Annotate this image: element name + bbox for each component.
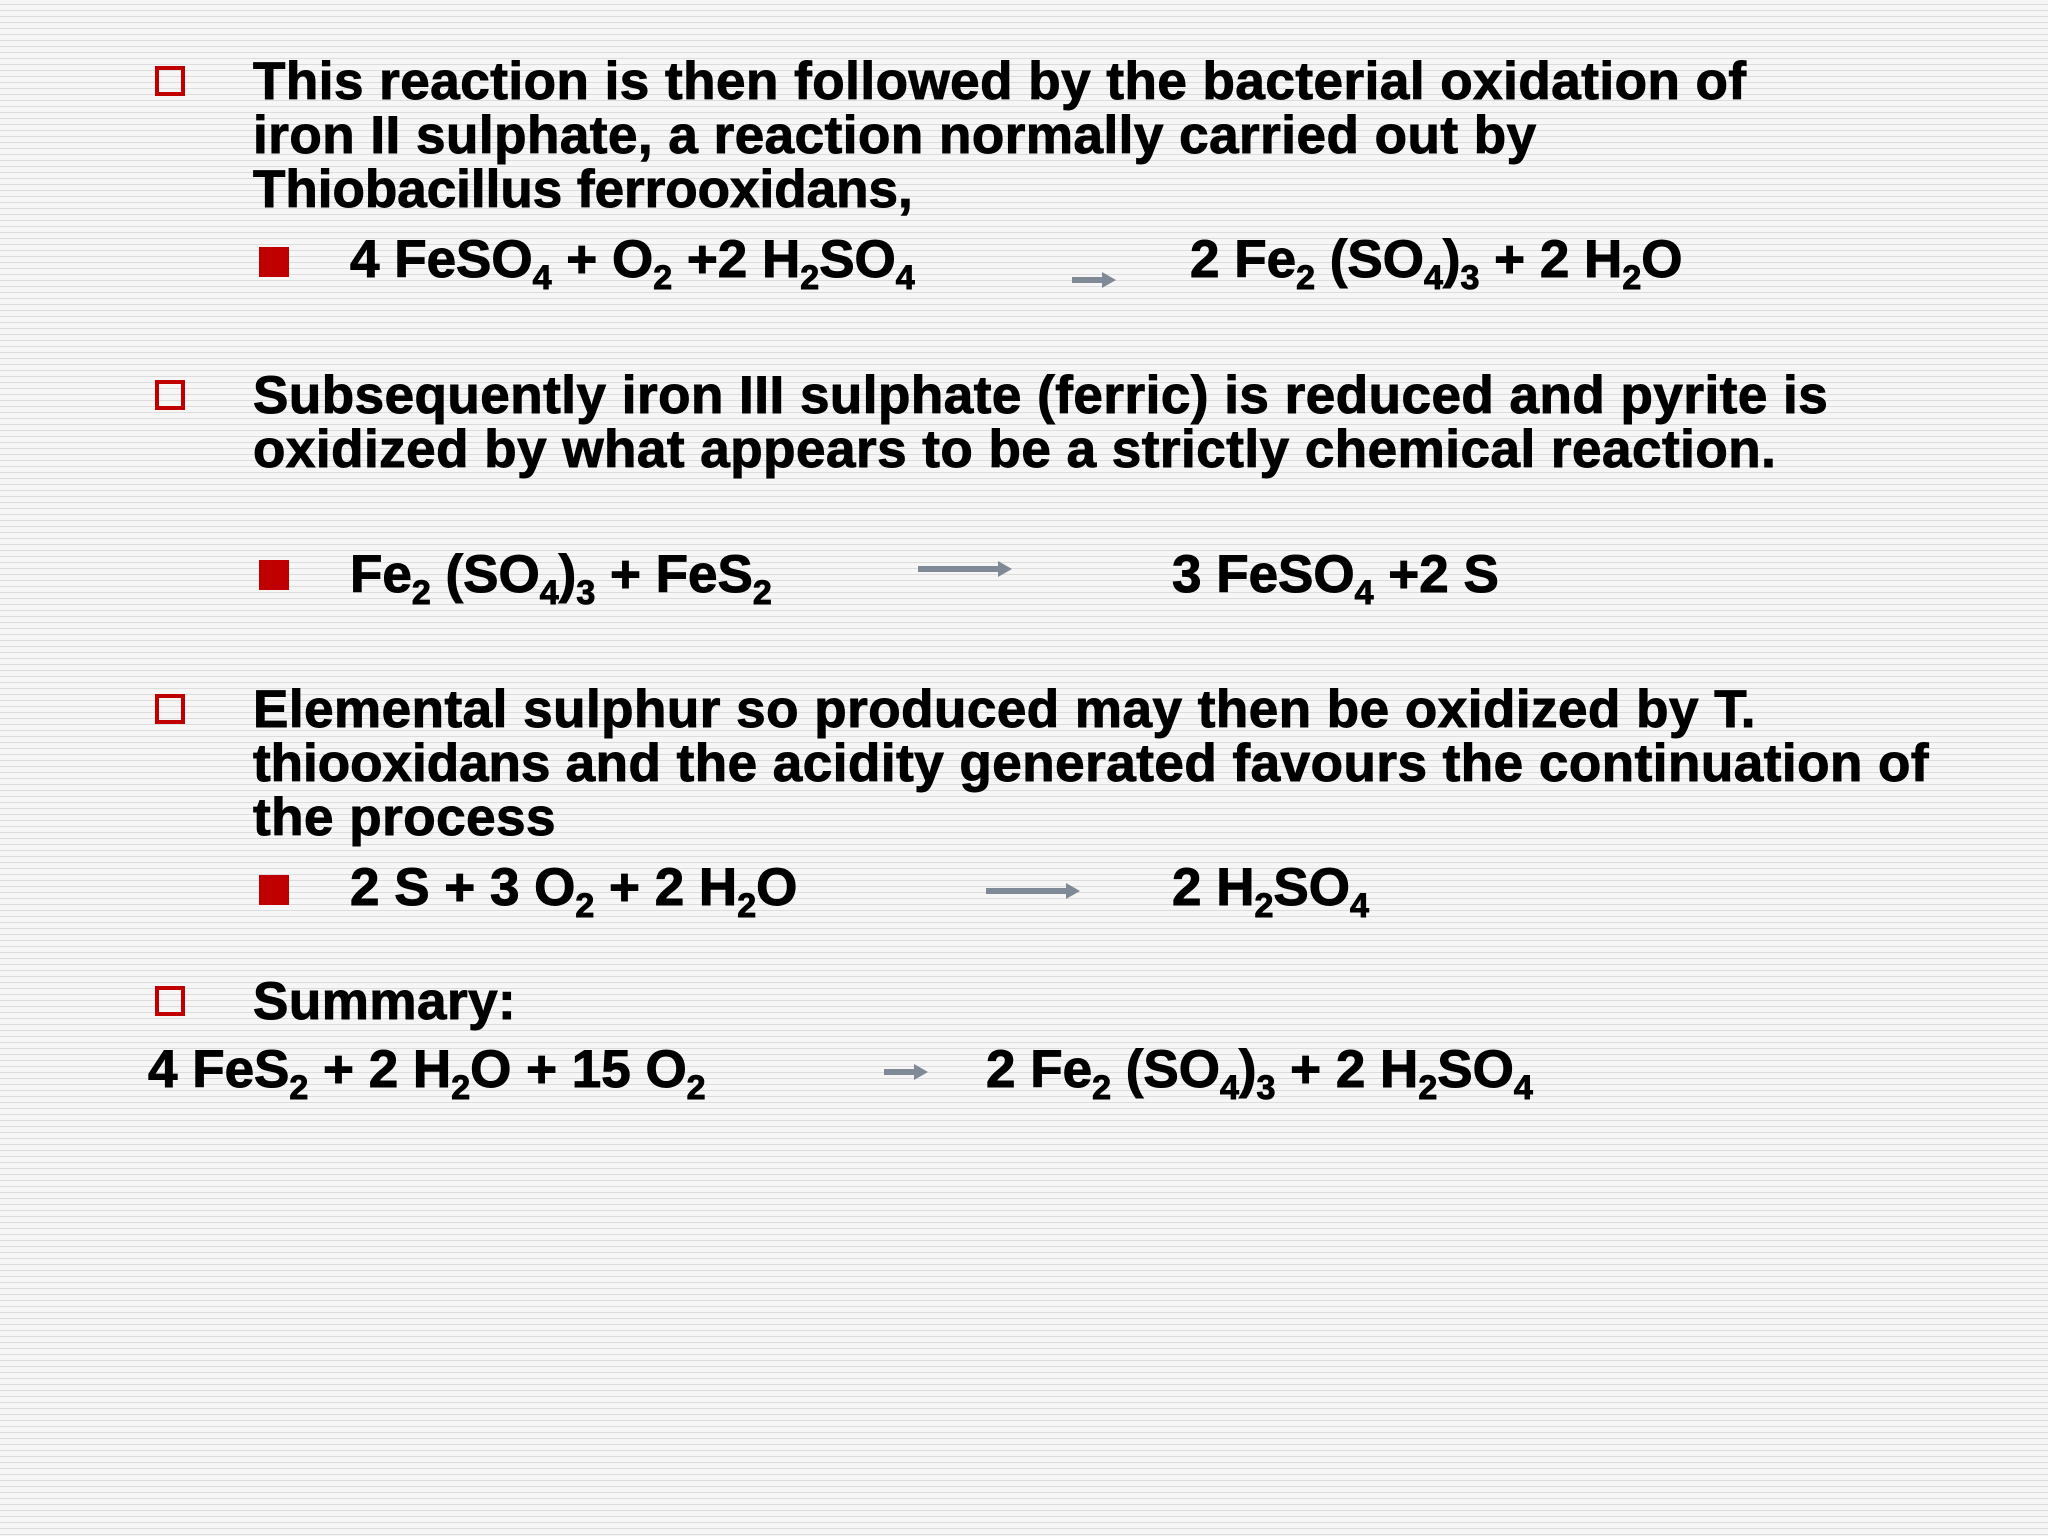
subscript: 3 bbox=[1460, 259, 1480, 297]
subscript: 4 bbox=[539, 574, 559, 612]
solid-square-bullet-icon bbox=[259, 875, 289, 905]
subscript: 4 bbox=[1219, 1069, 1239, 1107]
paragraph-text: Elemental sulphur so produced may then be oxidized by bbox=[253, 680, 1715, 739]
reaction-arrow-icon bbox=[918, 561, 1012, 569]
solid-square-bullet-icon bbox=[259, 247, 289, 277]
formula-text: + 2 H bbox=[1479, 230, 1623, 289]
subscript: 2 bbox=[289, 1069, 309, 1107]
hollow-square-bullet-icon bbox=[155, 986, 185, 1016]
paragraph-sulphur-oxidation bbox=[253, 680, 2013, 847]
formula-text: + 2 H bbox=[308, 1040, 452, 1099]
paragraph-text: Subsequently iron III sulphate (ferric) is reduced and pyrite is oxidized by what appears to be a strictly chemical reaction. bbox=[253, 366, 1829, 479]
subscript: 4 bbox=[532, 259, 552, 297]
formula-text: + 2 H bbox=[594, 858, 738, 917]
subscript: 2 bbox=[653, 259, 673, 297]
formula-text: O bbox=[1641, 230, 1683, 289]
formula-text: SO bbox=[1437, 1040, 1514, 1099]
subscript: 4 bbox=[1354, 574, 1374, 612]
hollow-square-bullet-icon bbox=[155, 380, 185, 410]
solid-square-bullet-icon bbox=[259, 560, 289, 590]
equation-right-1 bbox=[1190, 230, 1683, 297]
formula-text: (SO bbox=[1110, 1040, 1220, 1099]
formula-text: Fe bbox=[350, 545, 412, 604]
subscript: 4 bbox=[1423, 259, 1443, 297]
organism-name: T. thiooxidans bbox=[253, 680, 1756, 793]
paragraph-text: and the acidity generated favours the continuation of the process bbox=[253, 734, 1930, 847]
summary-label-text: Summary: bbox=[253, 972, 517, 1031]
subscript: 2 bbox=[575, 887, 595, 925]
summary-equation-right bbox=[986, 1040, 1533, 1107]
subscript: 2 bbox=[411, 574, 431, 612]
formula-text: 2 Fe bbox=[1190, 230, 1297, 289]
reaction-arrow-icon bbox=[1072, 272, 1116, 280]
formula-text: +2 H bbox=[672, 230, 801, 289]
organism-name: Thiobacillus ferrooxidans bbox=[253, 160, 898, 219]
subscript: 2 bbox=[1622, 259, 1642, 297]
subscript: 2 bbox=[800, 259, 820, 297]
equation-right-3 bbox=[1172, 858, 1369, 925]
subscript: 2 bbox=[1296, 259, 1315, 297]
formula-text: 3 FeSO bbox=[1172, 545, 1355, 604]
formula-text: (SO bbox=[1314, 230, 1424, 289]
equation-left-1 bbox=[350, 230, 915, 297]
formula-text: 2 S + 3 O bbox=[350, 858, 576, 917]
formula-text: + O bbox=[551, 230, 654, 289]
formula-text: ) bbox=[1442, 230, 1461, 289]
hollow-square-bullet-icon bbox=[155, 694, 185, 724]
paragraph-bacterial-oxidation bbox=[253, 52, 1813, 219]
subscript: 3 bbox=[576, 574, 596, 612]
formula-text: + 2 H bbox=[1275, 1040, 1419, 1099]
paragraph-chemical-reaction bbox=[253, 366, 2013, 479]
subscript: 4 bbox=[1349, 887, 1369, 925]
formula-text: +2 S bbox=[1373, 545, 1499, 604]
subscript: 2 bbox=[752, 574, 772, 612]
subscript: 4 bbox=[1513, 1069, 1533, 1107]
formula-text: SO bbox=[819, 230, 896, 289]
hollow-square-bullet-icon bbox=[155, 66, 185, 96]
formula-text: + FeS bbox=[595, 545, 753, 604]
formula-text: (SO bbox=[430, 545, 540, 604]
subscript: 2 bbox=[1254, 887, 1274, 925]
formula-text: SO bbox=[1273, 858, 1350, 917]
equation-left-2 bbox=[350, 545, 772, 612]
paragraph-text: , bbox=[897, 160, 914, 219]
subscript: 2 bbox=[686, 1069, 706, 1107]
subscript: 2 bbox=[451, 1069, 471, 1107]
equation-right-2 bbox=[1172, 545, 1499, 612]
subscript: 3 bbox=[1256, 1069, 1276, 1107]
subscript: 2 bbox=[1418, 1069, 1438, 1107]
subscript: 2 bbox=[1092, 1069, 1111, 1107]
equation-left-3 bbox=[350, 858, 798, 925]
summary-label bbox=[253, 972, 2013, 1031]
subscript: 4 bbox=[895, 259, 915, 297]
formula-text: O bbox=[756, 858, 798, 917]
paragraph-text: This reaction is then followed by the bacterial oxidation of iron II sulphate, a reaction normally carried out by bbox=[253, 52, 1747, 165]
formula-text: 2 Fe bbox=[986, 1040, 1093, 1099]
reaction-arrow-icon bbox=[986, 883, 1080, 891]
formula-text: O + 15 O bbox=[470, 1040, 687, 1099]
reaction-arrow-icon bbox=[884, 1064, 928, 1072]
subscript: 2 bbox=[737, 887, 757, 925]
formula-text: ) bbox=[558, 545, 577, 604]
summary-equation-left bbox=[148, 1040, 706, 1107]
formula-text: 2 H bbox=[1172, 858, 1255, 917]
formula-text: ) bbox=[1238, 1040, 1257, 1099]
formula-text: 4 FeS bbox=[148, 1040, 290, 1099]
formula-text: 4 FeSO bbox=[350, 230, 533, 289]
